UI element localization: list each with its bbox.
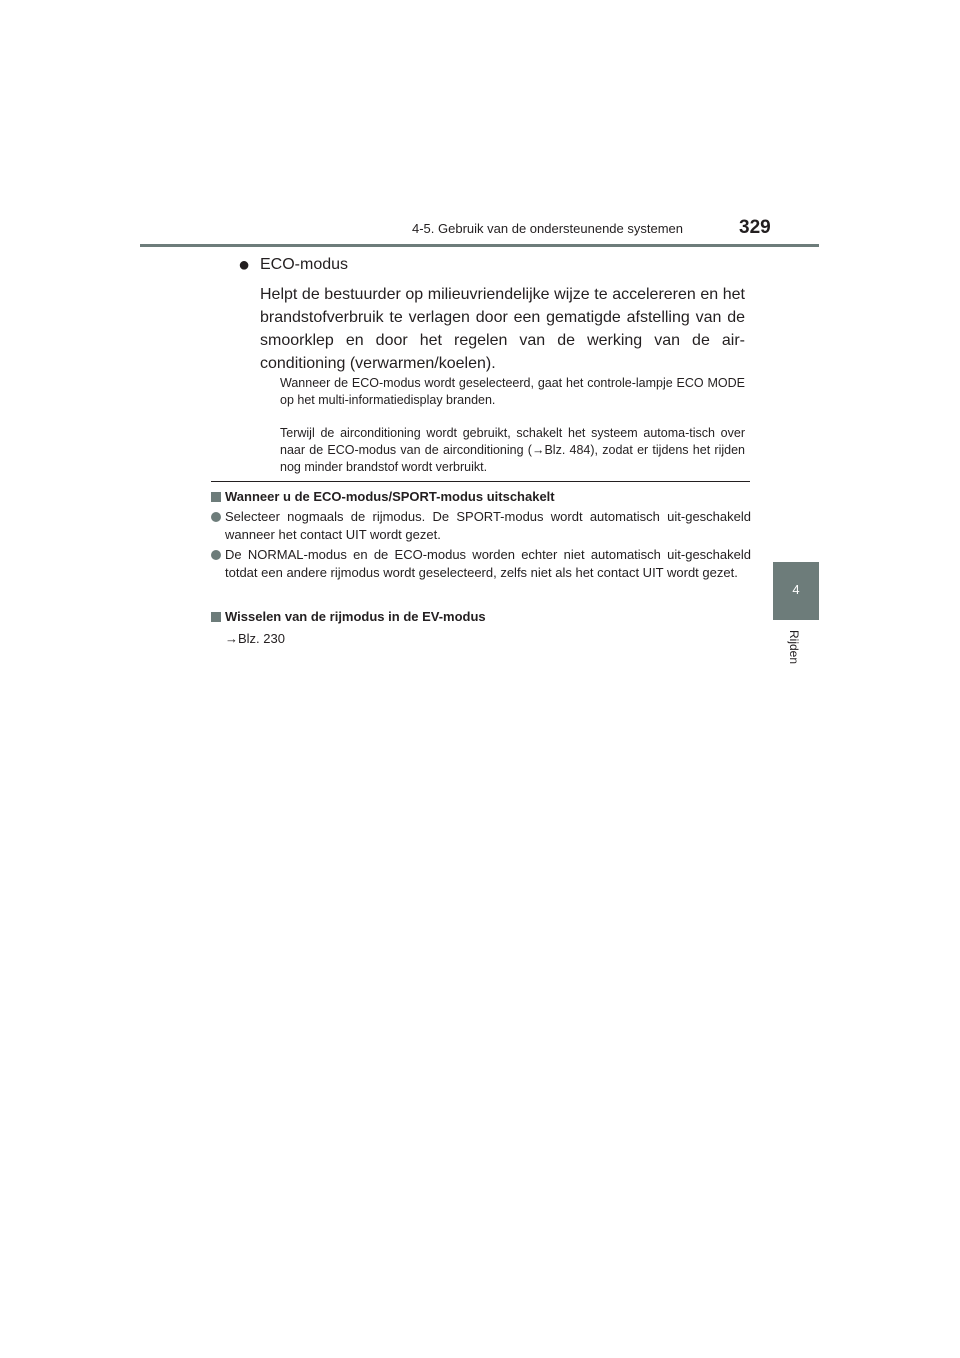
info-section bbox=[211, 488, 751, 582]
list-item-text: Selecteer nogmaals de rijmodus. De SPORT-modus wordt automatisch uit-geschakeld wanneer het contact UIT wordt gezet. bbox=[225, 509, 751, 542]
header-section-title: 4-5. Gebruik van de ondersteunende systemen bbox=[412, 221, 684, 236]
eco-mode-title: ECO-modus bbox=[260, 256, 349, 273]
chapter-number: 4 bbox=[792, 582, 800, 597]
page-reference-link[interactable]: →Blz. 230 bbox=[225, 631, 285, 646]
eco-mode-note: Wanneer de ECO-modus wordt geselecteerd, gaat het controle-lampje ECO MODE op het multi-informatiedisplay branden. bbox=[280, 376, 745, 407]
list-item bbox=[211, 508, 751, 544]
square-bullet-icon bbox=[211, 612, 221, 622]
eco-mode-note: Terwijl de airconditioning wordt gebruikt, schakelt het systeem automa-tisch over naar de ECO-modus van de airconditioning (→Blz. 484), zodat er tijdens het rijden nog minder brandstof wordt verbruikt. bbox=[280, 426, 745, 474]
info-section bbox=[211, 608, 751, 648]
section-heading bbox=[211, 608, 751, 626]
chapter-label: Rijden bbox=[787, 630, 801, 665]
page-number: 329 bbox=[739, 217, 771, 238]
section-heading bbox=[211, 488, 751, 506]
section-divider bbox=[211, 481, 750, 482]
circle-bullet-icon bbox=[211, 512, 221, 522]
header-rule bbox=[140, 244, 819, 247]
circle-bullet-icon bbox=[211, 550, 221, 560]
eco-mode-description: Helpt de bestuurder op milieuvriendelijke wijze te accelereren en het brandstofverbruik te verlagen door een gematigde afstelling van de smoorklep en door het regelen van de werking van de air-conditioning (verwarmen/koelen). bbox=[260, 286, 745, 372]
list-item-text: De NORMAL-modus en de ECO-modus worden echter niet automatisch uit-geschakeld totdat een andere rijmodus wordt geselecteerd, zelfs niet als het contact UIT wordt gezet. bbox=[225, 547, 751, 580]
section-heading-text: Wanneer u de ECO-modus/SPORT-modus uitschakelt bbox=[225, 489, 555, 504]
square-bullet-icon bbox=[211, 492, 221, 502]
section-heading-text: Wisselen van de rijmodus in de EV-modus bbox=[225, 609, 486, 624]
filled-circle-bullet-icon: ● bbox=[238, 254, 251, 276]
list-item bbox=[211, 546, 751, 582]
chapter-tab[interactable] bbox=[773, 562, 819, 620]
